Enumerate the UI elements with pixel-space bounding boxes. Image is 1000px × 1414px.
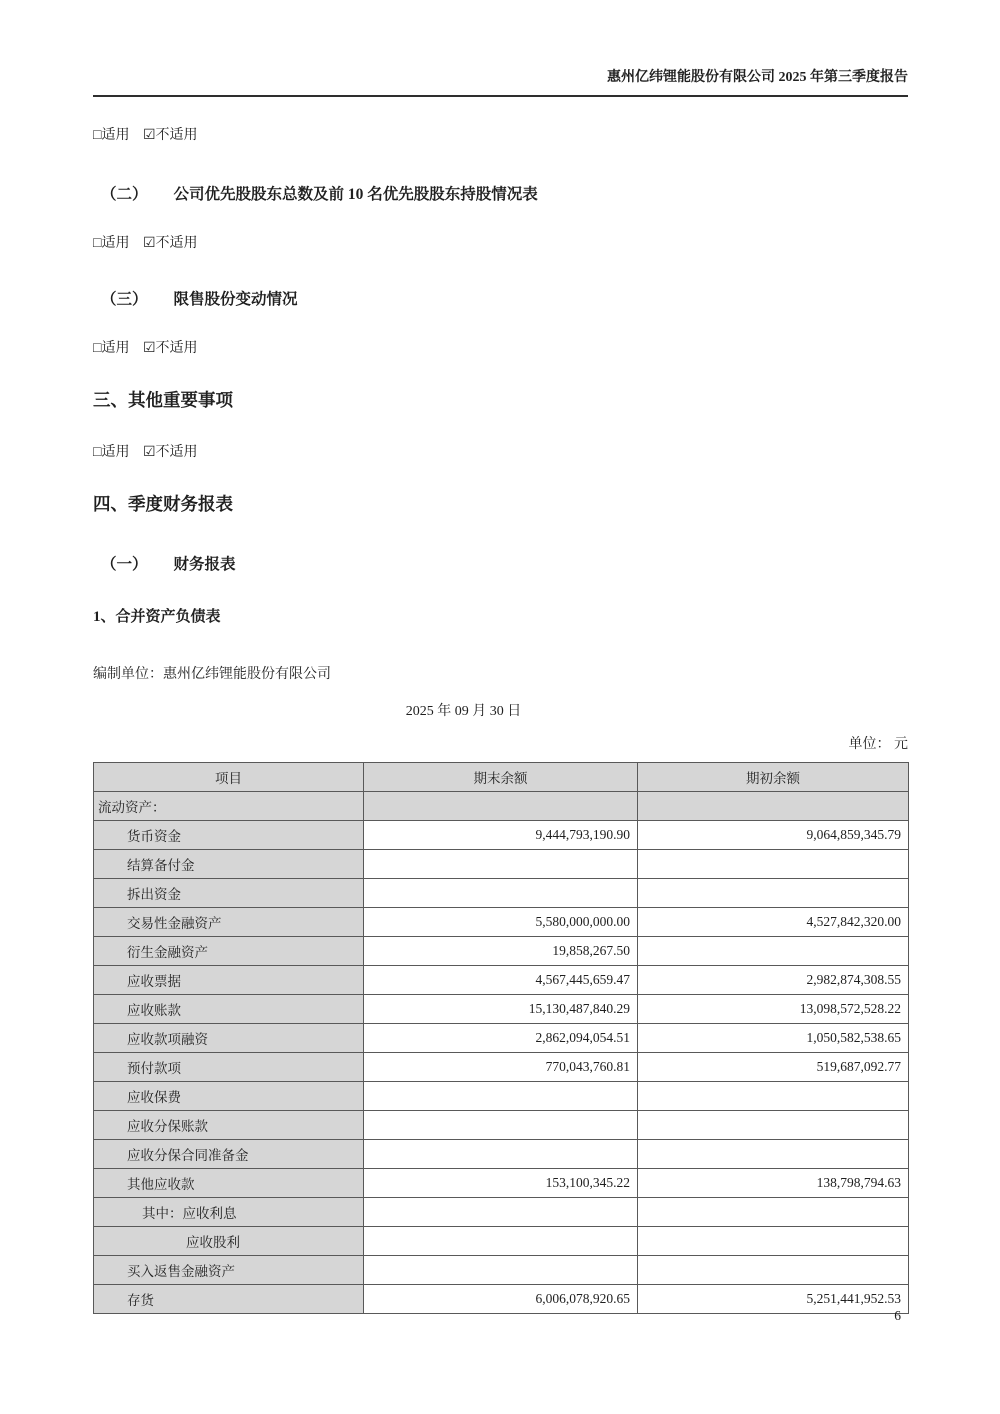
section-number: 1、: [93, 609, 116, 625]
row-start-value: [638, 850, 909, 879]
row-label: 其他应收款: [94, 1169, 364, 1198]
row-start-value: [638, 1082, 909, 1111]
table-header-row: [94, 763, 909, 792]
checkbox-applicable-option: □适用: [93, 128, 130, 143]
row-end-value: [364, 1140, 638, 1169]
checkbox-applicable-option: □适用: [93, 236, 130, 251]
row-start-value: [638, 879, 909, 908]
table-row: [94, 1082, 909, 1111]
row-label: 应收分保合同准备金: [94, 1140, 364, 1169]
table-row: [94, 1169, 909, 1198]
row-start-value: [638, 1256, 909, 1285]
checkbox-applicable-option: □适用: [93, 341, 130, 356]
row-label: 应收保费: [94, 1082, 364, 1111]
section-title: 财务报表: [173, 556, 236, 573]
row-end-value: [364, 1198, 638, 1227]
applicability-line: [93, 340, 908, 358]
table-row: [94, 821, 909, 850]
row-label: 拆出资金: [94, 879, 364, 908]
row-start-value: 519,687,092.77: [638, 1053, 909, 1082]
section-heading-preferred-shareholders: [93, 182, 908, 204]
row-start-value: 138,798,794.63: [638, 1169, 909, 1198]
column-header-ending-balance: 期末余额: [364, 763, 638, 792]
table-row: [94, 792, 909, 821]
row-start-value: [638, 1198, 909, 1227]
section-number: （一）: [101, 556, 148, 573]
section-title: 季度财务报表: [128, 494, 233, 514]
row-start-value: 9,064,859,345.79: [638, 821, 909, 850]
table-row: [94, 1198, 909, 1227]
table-row: [94, 1285, 909, 1314]
section-title: 其他重要事项: [128, 390, 233, 410]
table-row: [94, 1053, 909, 1082]
table-row: [94, 966, 909, 995]
row-label: 衍生金融资产: [94, 937, 364, 966]
checkbox-not-applicable-option: ☑不适用: [142, 445, 198, 460]
row-start-value: [638, 1140, 909, 1169]
row-start-value: [638, 792, 909, 821]
checkbox-not-applicable-option: ☑不适用: [142, 128, 198, 143]
row-label: 应收款项融资: [94, 1024, 364, 1053]
row-label: 应收分保账款: [94, 1111, 364, 1140]
row-label: 结算备付金: [94, 850, 364, 879]
row-end-value: [364, 1111, 638, 1140]
row-end-value: 6,006,078,920.65: [364, 1285, 638, 1314]
table-row: [94, 879, 909, 908]
row-label: 货币资金: [94, 821, 364, 850]
row-end-value: 770,043,760.81: [364, 1053, 638, 1082]
section-number: （三）: [101, 291, 148, 308]
checkbox-applicable-option: □适用: [93, 445, 130, 460]
applicability-line: [93, 127, 908, 145]
row-label: 交易性金融资产: [94, 908, 364, 937]
table-row: [94, 1024, 909, 1053]
table-row: [94, 995, 909, 1024]
row-label: 应收股利: [94, 1227, 364, 1256]
row-end-value: 4,567,445,659.47: [364, 966, 638, 995]
section-title: 合并资产负债表: [115, 609, 221, 625]
row-end-value: 153,100,345.22: [364, 1169, 638, 1198]
row-end-value: 19,858,267.50: [364, 937, 638, 966]
checkbox-not-applicable-option: ☑不适用: [142, 341, 198, 356]
section-heading-restricted-shares: [93, 287, 908, 309]
row-end-value: [364, 792, 638, 821]
row-start-value: [638, 937, 909, 966]
table-row: [94, 850, 909, 879]
row-end-value: [364, 1256, 638, 1285]
column-header-beginning-balance: 期初余额: [638, 763, 909, 792]
row-end-value: [364, 879, 638, 908]
section-title: 限售股份变动情况: [173, 291, 298, 308]
row-label: 预付款项: [94, 1053, 364, 1082]
row-label: 存货: [94, 1285, 364, 1314]
document-header-title: 惠州亿纬锂能股份有限公司 2025 年第三季度报告: [607, 70, 908, 85]
row-start-value: 5,251,441,952.53: [638, 1285, 909, 1314]
section-number: 三、: [93, 390, 128, 410]
section-heading-quarterly-financial-statements: [93, 491, 908, 516]
statement-date: 2025 年 09 月 30 日: [405, 704, 522, 719]
row-label: 买入返售金融资产: [94, 1256, 364, 1285]
table-row: [94, 1227, 909, 1256]
row-start-value: 13,098,572,528.22: [638, 995, 909, 1024]
table-row: [94, 908, 909, 937]
balance-sheet-table: [93, 762, 909, 1314]
row-label: 应收账款: [94, 995, 364, 1024]
row-end-value: 15,130,487,840.29: [364, 995, 638, 1024]
applicability-line: [93, 235, 908, 253]
section-heading-other-important-matters: [93, 387, 908, 412]
page-content: [93, 0, 908, 1314]
section-heading-consolidated-balance-sheet: [93, 605, 908, 626]
row-start-value: 1,050,582,538.65: [638, 1024, 909, 1053]
row-end-value: 5,580,000,000.00: [364, 908, 638, 937]
section-title: 公司优先股股东总数及前 10 名优先股股东持股情况表: [173, 186, 538, 203]
balance-sheet-body: [94, 792, 909, 1314]
column-header-item: 项目: [94, 763, 364, 792]
row-label: 流动资产：: [94, 792, 364, 821]
row-end-value: [364, 1082, 638, 1111]
row-end-value: [364, 850, 638, 879]
prepared-by-line: 编制单位：惠州亿纬锂能股份有限公司: [93, 667, 331, 682]
section-number: （二）: [101, 186, 148, 203]
document-header: [93, 0, 908, 97]
section-heading-financial-statements: [93, 552, 908, 574]
checkbox-not-applicable-option: ☑不适用: [142, 236, 198, 251]
table-row: [94, 937, 909, 966]
row-end-value: 2,862,094,054.51: [364, 1024, 638, 1053]
row-start-value: 2,982,874,308.55: [638, 966, 909, 995]
table-row: [94, 1140, 909, 1169]
row-label: 其中：应收利息: [94, 1198, 364, 1227]
row-end-value: 9,444,793,190.90: [364, 821, 638, 850]
row-end-value: [364, 1227, 638, 1256]
page-number: 6: [894, 1308, 901, 1323]
row-start-value: [638, 1227, 909, 1256]
table-row: [94, 1256, 909, 1285]
row-start-value: [638, 1111, 909, 1140]
row-label: 应收票据: [94, 966, 364, 995]
row-start-value: 4,527,842,320.00: [638, 908, 909, 937]
section-number: 四、: [93, 494, 128, 514]
applicability-line: [93, 444, 908, 462]
table-row: [94, 1111, 909, 1140]
unit-label: 单位： 元: [848, 737, 908, 752]
